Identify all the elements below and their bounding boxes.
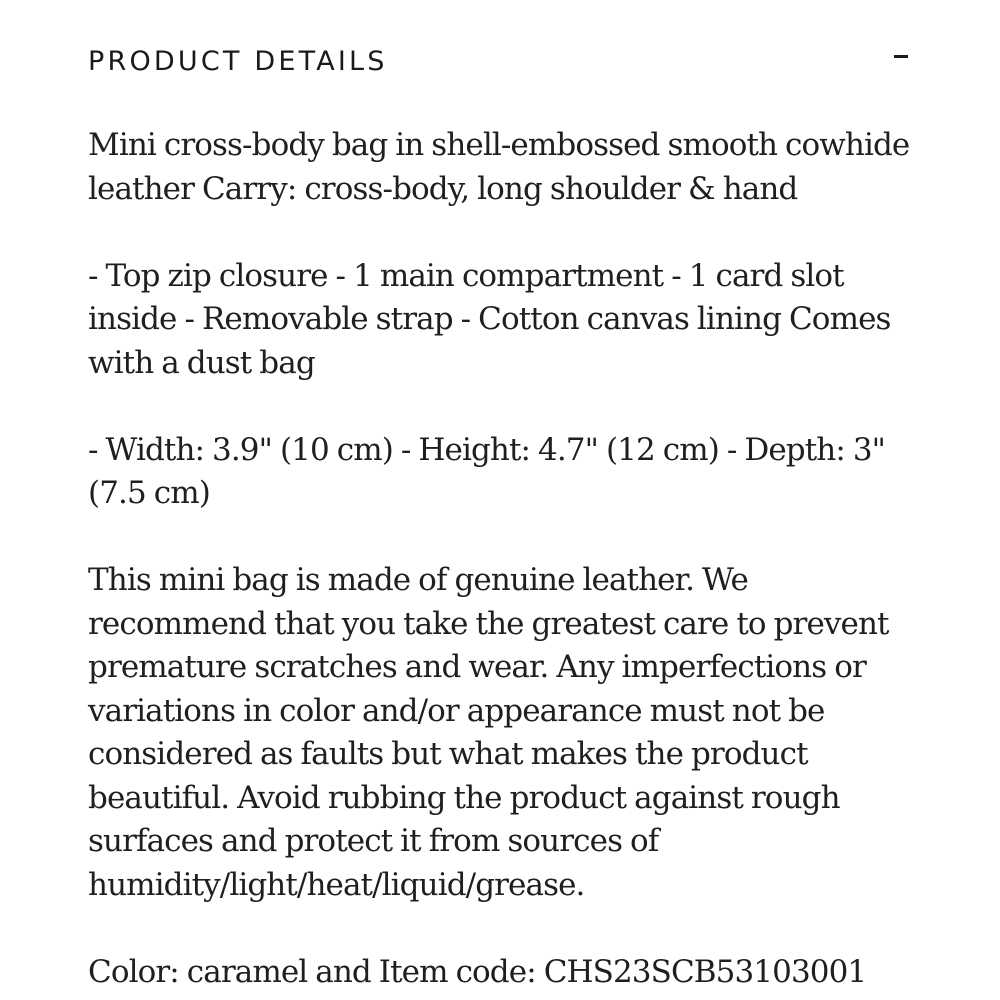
collapse-button[interactable] <box>890 42 914 72</box>
description-paragraph-1: Mini cross-body bag in shell-embossed smooth cowhide leather Carry: cross-body, long shoulder & hand <box>88 127 910 207</box>
section-title: PRODUCT DETAILS <box>88 46 388 77</box>
description-paragraph-4: This mini bag is made of genuine leather. We recommend that you take the greatest care to prevent premature scratches and wear. Any imperfections or variations in color and/or appearance must not be considered as faults but what makes the product beautiful. Avoid rubbing the product against rough surfaces and protect it from sources of humidity/light/heat/liquid/grease. <box>88 562 889 903</box>
product-details-header[interactable] <box>88 42 912 82</box>
description-paragraph-2: - Top zip closure - 1 main compartment - 1 card slot inside - Removable strap - Cotton canvas lining Comes with a dust bag <box>88 257 891 381</box>
description-paragraph-5: Color: caramel and Item code: CHS23SCB53103001 <box>88 953 867 990</box>
description-paragraph-3: - Width: 3.9" (10 cm) - Height: 4.7" (12 cm) - Depth: 3" (7.5 cm) <box>88 431 886 511</box>
product-description <box>88 124 928 1000</box>
minus-icon <box>894 55 908 58</box>
